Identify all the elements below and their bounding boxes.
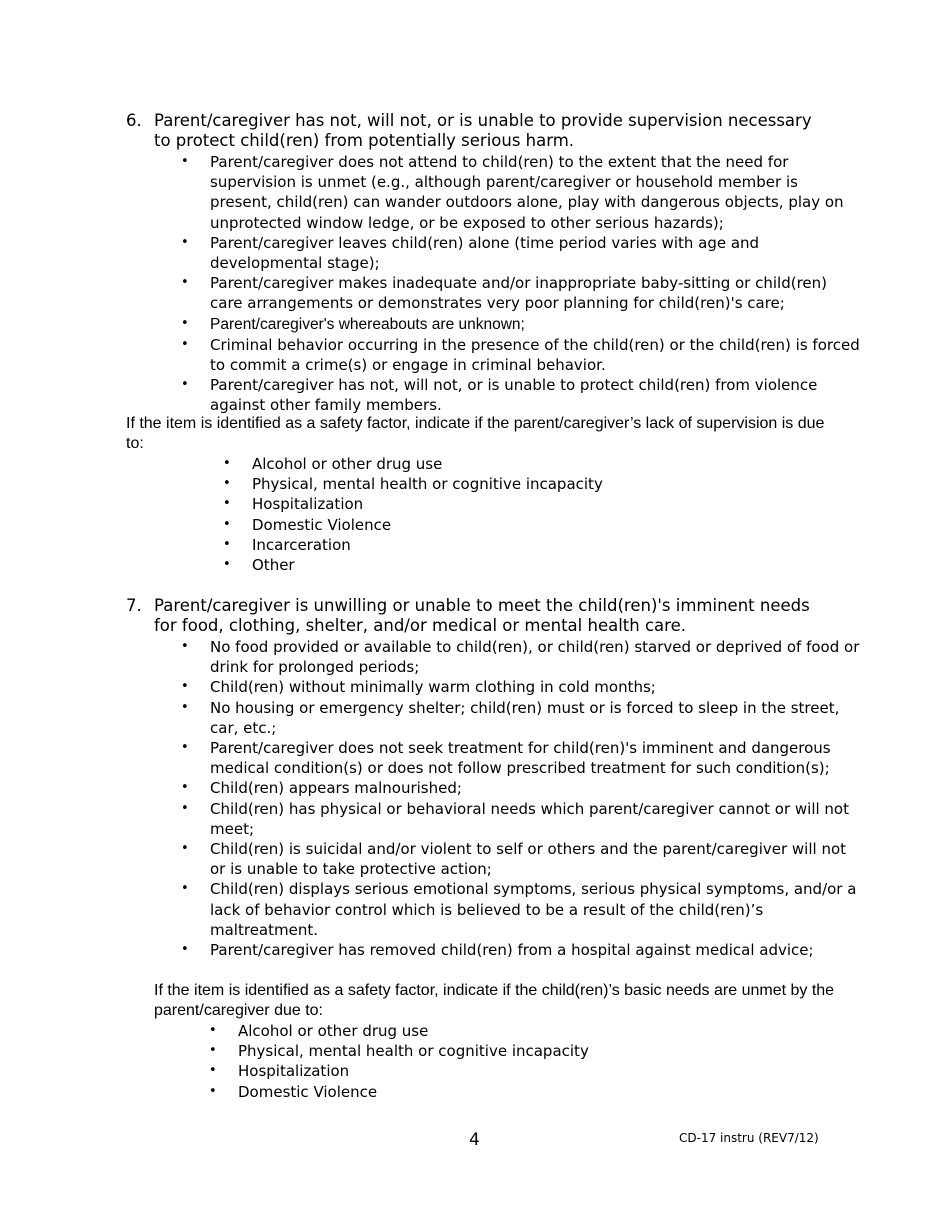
item-number: 7. <box>126 596 142 615</box>
list-item: • No food provided or available to child(ren), or child(ren) starved or deprived of food or drink for prolonged periods; <box>181 638 860 677</box>
item-6-factors <box>126 454 826 575</box>
list-item: • Incarceration <box>223 535 351 554</box>
list-item: • Physical, mental health or cognitive incapacity <box>223 475 603 494</box>
list-item: • Domestic Violence <box>209 1082 378 1101</box>
bullet-icon: • <box>181 881 189 897</box>
list-item: • Parent/caregiver has removed child(ren) from a hospital against medical advice; <box>181 941 814 960</box>
list-item: • Criminal behavior occurring in the presence of the child(ren) or the child(ren) is forced to commit a crime(s) or engage in criminal behavior. <box>181 335 860 375</box>
bullet-icon: • <box>181 679 189 695</box>
list-item: • Alcohol or other drug use <box>223 455 443 473</box>
list-item: • Parent/caregiver makes inadequate and/or inappropriate baby-sitting or child(ren) care arrangements or demonstrates very poor planning for child(ren)'s care; <box>181 274 827 313</box>
list-item: • Parent/caregiver does not seek treatment for child(ren)'s imminent and dangerous medical condition(s) or does not follow prescribed treatment for such condition(s); <box>181 739 831 778</box>
list-item: • Parent/caregiver does not attend to child(ren) to the extent that the need for supervision is unmet (e.g., although parent/caregiver or household member is present, child(ren) can wander outdoors alone, play with dangerous objects, play on unprotected window ledge, or be exposed to other serious hazards); <box>181 153 844 232</box>
list-item: • Child(ren) without minimally warm clothing in cold months; <box>181 678 656 697</box>
bullet-icon: • <box>181 800 189 816</box>
bullet-icon: • <box>223 476 231 492</box>
list-item: • Physical, mental health or cognitive incapacity <box>209 1042 589 1061</box>
item-6-bullets <box>126 152 866 416</box>
bullet-icon: • <box>181 780 189 796</box>
item-number: 6. <box>126 111 142 130</box>
bullet-icon: • <box>181 841 189 857</box>
list-item: • Child(ren) is suicidal and/or violent to self or others and the parent/caregiver will not or is unable to take protective action; <box>181 840 847 879</box>
list-item: • Child(ren) appears malnourished; <box>181 779 462 798</box>
bullet-icon: • <box>181 315 189 331</box>
bullet-icon: • <box>223 536 231 552</box>
list-item: • Parent/caregiver leaves child(ren) alone (time period varies with age and developmental stage); <box>181 233 760 273</box>
item-title: Parent/caregiver has not, will not, or is unable to provide supervision necessary to protect child(ren) from potentially serious harm. <box>154 111 812 150</box>
list-item: • Child(ren) has physical or behavioral needs which parent/caregiver cannot or will not meet; <box>181 799 849 838</box>
bullet-icon: • <box>209 1043 217 1059</box>
bullet-icon: • <box>181 336 189 352</box>
item-6 <box>126 111 826 151</box>
bullet-icon: • <box>223 516 231 532</box>
list-item: • Hospitalization <box>209 1062 350 1081</box>
bullet-icon: • <box>181 154 189 169</box>
bullet-icon: • <box>181 699 189 715</box>
list-item: • Other <box>223 556 295 575</box>
bullet-icon: • <box>181 639 189 654</box>
list-item: • Parent/caregiver has not, will not, or is unable to protect child(ren) from violence against other family members. <box>181 376 818 415</box>
bullet-icon: • <box>209 1063 217 1079</box>
list-item: • Child(ren) displays serious emotional symptoms, serious physical symptoms, and/or a lack of behavior control which is believed to be a result of the child(ren)’s maltreatment. <box>181 880 857 939</box>
safety-note: If the item is identified as a safety factor, indicate if the child(ren)’s basic needs are unmet by the parent/caregiver due to: <box>154 982 835 1019</box>
bullet-icon: • <box>181 942 189 958</box>
bullet-icon: • <box>209 1023 217 1038</box>
list-item: • Hospitalization <box>223 495 364 514</box>
item-7-factors <box>126 1021 826 1102</box>
bullet-icon: • <box>223 456 231 471</box>
list-item: • Parent/caregiver's whereabouts are unknown; <box>181 315 525 333</box>
list-item: • No housing or emergency shelter; child(ren) must or is forced to sleep in the street, car, etc.; <box>181 698 840 737</box>
list-item: • Domestic Violence <box>223 515 392 534</box>
item-title: Parent/caregiver is unwilling or unable to meet the child(ren)'s imminent needs for food, clothing, shelter, and/or medical or mental health care. <box>154 596 810 635</box>
bullet-icon: • <box>209 1083 217 1099</box>
safety-note: If the item is identified as a safety factor, indicate if the parent/caregiver’s lack of supervision is due to: <box>126 415 825 452</box>
item-7-bullets <box>126 637 866 960</box>
bullet-icon: • <box>181 275 189 291</box>
bullet-icon: • <box>181 377 189 393</box>
bullet-icon: • <box>181 234 189 250</box>
bullet-icon: • <box>223 557 231 573</box>
bullet-icon: • <box>223 496 231 512</box>
form-code: CD-17 instru (REV7/12) <box>679 1131 819 1145</box>
bullet-icon: • <box>181 740 189 756</box>
list-item: • Alcohol or other drug use <box>209 1022 429 1040</box>
page-number: 4 <box>469 1130 480 1150</box>
item-7 <box>126 596 826 636</box>
